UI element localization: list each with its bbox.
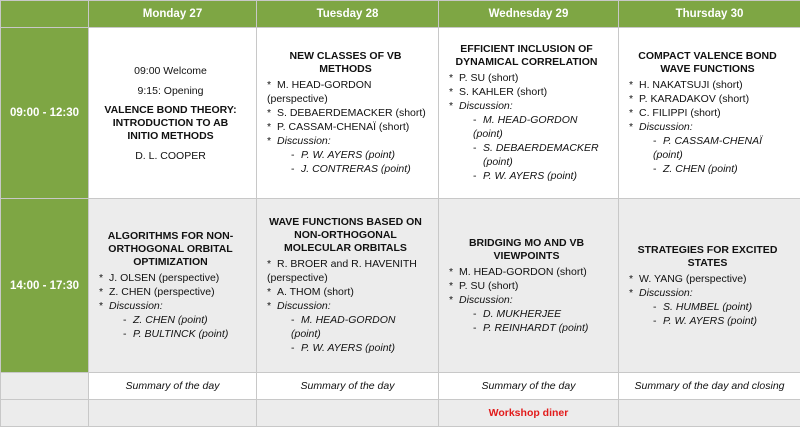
session-title: ALGORITHMS FOR NON-ORTHOGONAL ORBITAL OPTIMIZATION	[97, 230, 244, 269]
discussion-item: - P. REINHARDT (point)	[447, 321, 606, 335]
summary-row	[1, 373, 800, 400]
day-header-tuesday: Tuesday 28	[257, 1, 439, 28]
talk-item-continued: (perspective)	[265, 271, 426, 285]
day-header-thursday: Thursday 30	[619, 1, 800, 28]
talk-item: * P. CASSAM-CHENAÏ (short)	[265, 120, 426, 134]
day-header-wednesday: Wednesday 29	[439, 1, 619, 28]
session-title: STRATEGIES FOR EXCITED STATES	[627, 244, 788, 270]
session-title: BRIDGING MO AND VB VIEWPOINTS	[447, 237, 606, 263]
session-title: NEW CLASSES OF VB METHODS	[265, 50, 426, 76]
talk-item: * R. BROER and R. HAVENITH	[265, 257, 426, 271]
talk-item: * M. HEAD-GORDON (perspective)	[265, 78, 426, 106]
session-wednesday-morning	[439, 28, 619, 199]
talk-item: * P. SU (short)	[447, 279, 606, 293]
discussion-item: - P. BULTINCK (point)	[97, 327, 244, 341]
session-title: COMPACT VALENCE BOND WAVE FUNCTIONS	[627, 50, 788, 76]
workshop-diner: Workshop diner	[439, 400, 619, 427]
session-title: WAVE FUNCTIONS BASED ON NON-ORTHOGONAL MOLECULAR ORBITALS	[265, 216, 426, 255]
time-slot-morning: 09:00 - 12:30	[1, 28, 89, 199]
summary-thursday: Summary of the day and closing	[619, 373, 800, 400]
discussion-item: - P. W. AYERS (point)	[265, 341, 426, 355]
discussion-label: * Discussion:	[447, 99, 606, 113]
time-slot-afternoon: 14:00 - 17:30	[1, 199, 89, 373]
day-header-monday: Monday 27	[89, 1, 257, 28]
welcome-line: 09:00 Welcome	[97, 64, 244, 78]
discussion-item: - S. HUMBEL (point)	[627, 300, 788, 314]
talk-item: * M. HEAD-GORDON (short)	[447, 265, 606, 279]
session-wednesday-afternoon	[439, 199, 619, 373]
session-thursday-afternoon	[619, 199, 800, 373]
summary-tuesday: Summary of the day	[257, 373, 439, 400]
discussion-item: - P. CASSAM-CHENAÏ (point)	[627, 134, 788, 162]
talk-item: * A. THOM (short)	[265, 285, 426, 299]
talk-item: * J. OLSEN (perspective)	[97, 271, 244, 285]
corner-cell	[1, 1, 89, 28]
session-monday-morning	[89, 28, 257, 199]
diner-time-cell	[1, 400, 89, 427]
discussion-item: - S. DEBAERDEMACKER	[447, 141, 606, 155]
talk-item: * S. DEBAERDEMACKER (short)	[265, 106, 426, 120]
discussion-label: * Discussion:	[265, 134, 426, 148]
discussion-item: - J. CONTRERAS (point)	[265, 162, 426, 176]
discussion-label: * Discussion:	[627, 120, 788, 134]
summary-wednesday: Summary of the day	[439, 373, 619, 400]
session-title: VALENCE BOND THEORY: INTRODUCTION TO AB INITIO METHODS	[97, 104, 244, 143]
talk-item: * W. YANG (perspective)	[627, 272, 788, 286]
afternoon-row	[1, 199, 800, 373]
discussion-label: * Discussion:	[627, 286, 788, 300]
session-thursday-morning	[619, 28, 800, 199]
discussion-item: - P. W. AYERS (point)	[265, 148, 426, 162]
discussion-item-continued: (point)	[447, 155, 606, 169]
opening-line: 9:15: Opening	[97, 84, 244, 98]
diner-monday	[89, 400, 257, 427]
talk-item: * P. SU (short)	[447, 71, 606, 85]
discussion-label: * Discussion:	[97, 299, 244, 313]
speaker: D. L. COOPER	[97, 149, 244, 163]
talk-item: * Z. CHEN (perspective)	[97, 285, 244, 299]
summary-monday: Summary of the day	[89, 373, 257, 400]
morning-row	[1, 28, 800, 199]
discussion-label: * Discussion:	[447, 293, 606, 307]
discussion-item: - M. HEAD-GORDON (point)	[265, 313, 426, 341]
diner-thursday	[619, 400, 800, 427]
session-tuesday-morning	[257, 28, 439, 199]
diner-row	[1, 400, 800, 427]
session-tuesday-afternoon	[257, 199, 439, 373]
discussion-item: - Z. CHEN (point)	[97, 313, 244, 327]
talk-item: * C. FILIPPI (short)	[627, 106, 788, 120]
header-row	[1, 1, 800, 28]
discussion-item: - P. W. AYERS (point)	[627, 314, 788, 328]
session-title: EFFICIENT INCLUSION OF DYNAMICAL CORRELATION	[447, 43, 606, 69]
discussion-item: - M. HEAD-GORDON (point)	[447, 113, 606, 141]
discussion-item: - P. W. AYERS (point)	[447, 169, 606, 183]
discussion-item: - Z. CHEN (point)	[627, 162, 788, 176]
diner-tuesday	[257, 400, 439, 427]
discussion-label: * Discussion:	[265, 299, 426, 313]
session-monday-afternoon	[89, 199, 257, 373]
discussion-item: - D. MUKHERJEE	[447, 307, 606, 321]
talk-item: * H. NAKATSUJI (short)	[627, 78, 788, 92]
talk-item: * P. KARADAKOV (short)	[627, 92, 788, 106]
summary-time-cell	[1, 373, 89, 400]
talk-item: * S. KAHLER (short)	[447, 85, 606, 99]
